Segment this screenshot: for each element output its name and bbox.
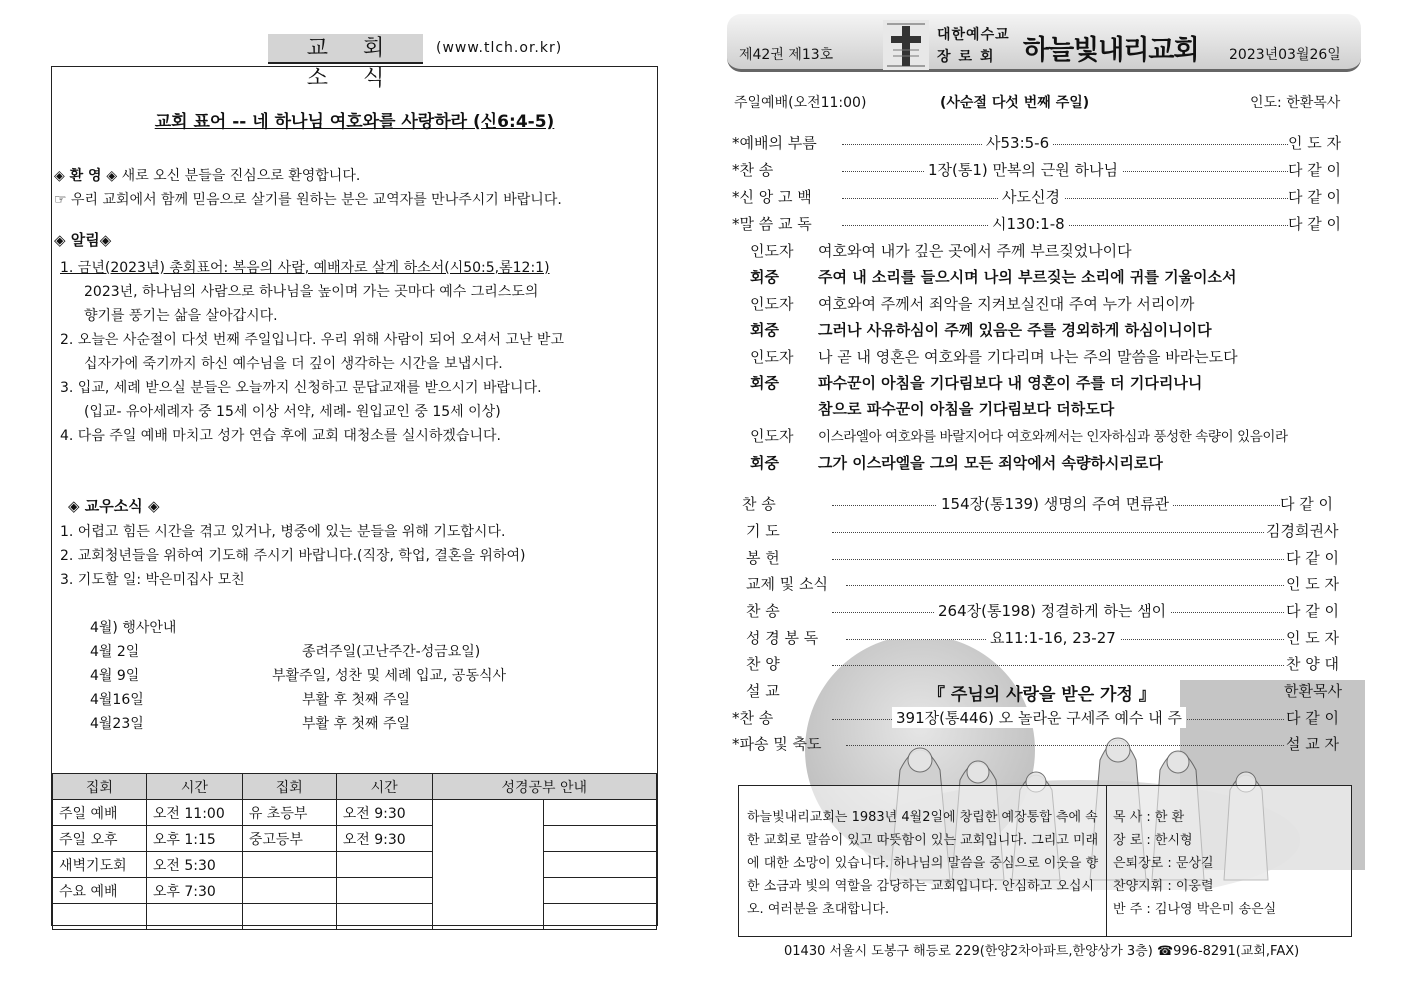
members-item: 1. 어렵고 힘든 시간을 겪고 있거나, 병중에 있는 분들을 위해 기도합시다. xyxy=(60,524,506,540)
order-person: 인 도 자 xyxy=(1288,134,1342,152)
reading-who: 인도자 xyxy=(750,295,794,313)
table-cell: 오후 1:15 xyxy=(146,826,242,852)
order-label: *예배의 부름 xyxy=(732,134,817,152)
news-box xyxy=(51,66,658,926)
dot-leader xyxy=(846,585,1284,586)
order-item xyxy=(732,213,1352,233)
order-item xyxy=(746,573,1352,593)
order-item xyxy=(732,132,1352,152)
table-cell xyxy=(53,904,147,930)
event-date: 4월23일 xyxy=(90,716,144,732)
table-cell xyxy=(242,878,336,904)
notice-item: 2023년, 하나님의 사람으로 하나님을 높이며 가는 곳마다 예수 그리스도의 xyxy=(84,284,539,300)
order-person: 다 같 이 xyxy=(1280,495,1334,513)
bulletin-date: 2023년03월26일 xyxy=(1229,47,1341,63)
church-info-box xyxy=(738,785,1352,937)
church-name: 하늘빛내리교회 xyxy=(1023,35,1199,66)
table-cell: 오전 9:30 xyxy=(336,826,432,852)
order-label: 성 경 봉 독 xyxy=(746,629,819,647)
church-introduction: 하늘빛내리교회는 1983년 4월2일에 창립한 예장통합 측에 속한 교회로 말씀이 있고 따뜻함이 있는 교회입니다. 그리고 미래에 대한 소망이 있습니다. 하나님의 말씀을 중심으로 이웃을 향한 소금과 빛의 역할을 감당하는 교회입니다. 안심하고 오십시오. 여러분을 초대합니다. xyxy=(739,786,1107,936)
table-cell xyxy=(544,826,657,852)
table-header: 집회 xyxy=(53,774,147,800)
event-desc: 종려주일(고난주간-성금요일) xyxy=(302,644,481,660)
church-motto: 교회 표어 -- 네 하나님 여호와를 사랑하라 (신6:4-5) xyxy=(154,112,555,132)
reading-who: 회중 xyxy=(750,268,779,286)
order-label: 찬 양 xyxy=(746,655,780,673)
order-content: 264장(통198) 정결하게 하는 샘이 xyxy=(934,600,1170,621)
order-label: 설 교 xyxy=(746,682,780,700)
reading-text: 파수꾼이 아침을 기다림보다 내 영혼이 주를 더 기다리나니 xyxy=(818,374,1203,392)
sermon-title: 『 주님의 사랑을 받은 가정 』 xyxy=(928,685,1156,705)
table-cell xyxy=(242,904,336,930)
table-row xyxy=(53,852,657,878)
reading-who: 인도자 xyxy=(750,242,794,260)
order-label: *찬 송 xyxy=(732,161,774,179)
order-person: 인 도 자 xyxy=(1286,629,1340,647)
members-heading: ◈ 교우소식 ◈ xyxy=(68,497,160,515)
order-content: 154장(통139) 생명의 주여 면류관 xyxy=(937,493,1173,514)
table-cell: 오전 5:30 xyxy=(146,852,242,878)
table-cell xyxy=(432,800,544,930)
reading-text: 여호와여 내가 깊은 곳에서 주께 부르짖었나이다 xyxy=(818,242,1132,260)
staff-item: 장 로 : 한시형 xyxy=(1113,833,1193,848)
service-leader: 인도: 한환목사 xyxy=(1250,95,1341,111)
order-label: *파송 및 축도 xyxy=(732,735,822,753)
reading-text: 주여 내 소리를 들으시며 나의 부르짖는 소리에 귀를 기울이소서 xyxy=(818,268,1237,286)
table-cell xyxy=(544,852,657,878)
schedule-table xyxy=(52,773,657,930)
staff-item: 은퇴장로 : 문상길 xyxy=(1113,856,1214,871)
order-person: 다 같 이 xyxy=(1288,161,1342,179)
order-label: *말 씀 교 독 xyxy=(732,215,812,233)
table-header: 시간 xyxy=(336,774,432,800)
event-desc: 부활 후 첫째 주일 xyxy=(302,692,411,708)
dot-leader xyxy=(832,532,1264,533)
table-cell xyxy=(544,800,657,826)
order-item xyxy=(746,627,1352,647)
order-label: *신 앙 고 백 xyxy=(732,188,812,206)
notice-item: 향기를 풍기는 삶을 살아갑시다. xyxy=(84,308,278,324)
order-person: 인 도 자 xyxy=(1286,575,1340,593)
table-cell: 주일 오후 xyxy=(53,826,147,852)
service-time: 주일예배(오전11:00) xyxy=(734,95,867,111)
welcome-heading: ◈ 환 영 ◈ xyxy=(54,168,118,184)
order-label: 찬 송 xyxy=(746,602,780,620)
notice-item: 3. 입교, 세례 받으실 분들은 오늘까지 신청하고 문답교재를 받으시기 바랍니다. xyxy=(60,380,542,396)
order-person: 다 같 이 xyxy=(1286,549,1340,567)
dot-leader xyxy=(832,559,1284,560)
event-date: 4월16일 xyxy=(90,692,144,708)
order-label: 기 도 xyxy=(746,522,780,540)
event-desc: 부활 후 첫째 주일 xyxy=(302,716,411,732)
table-row xyxy=(53,878,657,904)
notice-item: 십자가에 죽기까지 하신 예수님을 더 깊이 생각하는 시간을 보냅시다. xyxy=(84,356,503,372)
table-row xyxy=(53,800,657,826)
table-cell xyxy=(336,852,432,878)
welcome-line xyxy=(54,165,360,185)
order-person: 김경희권사 xyxy=(1266,522,1339,540)
members-item: 3. 기도할 일: 박은미집사 모친 xyxy=(60,572,245,588)
order-item xyxy=(742,493,1348,513)
order-item xyxy=(746,653,1352,673)
order-label: *찬 송 xyxy=(732,709,774,727)
reading-text: 여호와여 주께서 죄악을 지켜보실진대 주여 누가 서리이까 xyxy=(818,295,1195,313)
table-cell: 새벽기도회 xyxy=(53,852,147,878)
cross-logo-icon xyxy=(883,20,929,70)
reading-text: 나 곧 내 영혼은 여호와를 기다리며 나는 주의 말씀을 바라는도다 xyxy=(818,348,1238,366)
table-cell xyxy=(336,904,432,930)
table-cell xyxy=(544,878,657,904)
order-item xyxy=(732,733,1352,753)
table-cell: 유 초등부 xyxy=(242,800,336,826)
volume-number: 제42권 제13호 xyxy=(739,47,834,63)
events-heading: 4월) 행사안내 xyxy=(90,620,177,636)
table-cell xyxy=(544,904,657,930)
table-header: 집회 xyxy=(242,774,336,800)
table-row xyxy=(53,826,657,852)
order-content: 1장(통1) 만복의 근원 하나님 xyxy=(924,159,1122,180)
order-content: 391장(통446) 오 놀라운 구세주 예수 내 주 xyxy=(892,707,1186,728)
dot-leader xyxy=(842,144,1288,145)
table-cell: 오후 7:30 xyxy=(146,878,242,904)
staff-list xyxy=(1113,806,1276,921)
order-label: 봉 헌 xyxy=(746,549,780,567)
staff-item: 목 사 : 한 환 xyxy=(1113,810,1185,825)
order-content: 요11:1-16, 23-27 xyxy=(986,627,1120,648)
dot-leader xyxy=(842,198,1288,199)
welcome-text: 새로 오신 분들을 진심으로 환영합니다. xyxy=(121,168,361,184)
order-content: 시130:1-8 xyxy=(988,213,1069,234)
table-cell: 오전 9:30 xyxy=(336,800,432,826)
notice-item: (입교- 유아세례자 중 15세 이상 서약, 세례- 원입교인 중 15세 이상) xyxy=(84,404,501,420)
order-content: 사53:5-6 xyxy=(982,132,1053,153)
order-person: 다 같 이 xyxy=(1286,602,1340,620)
table-header: 시간 xyxy=(146,774,242,800)
reading-who: 인도자 xyxy=(750,348,794,366)
table-cell: 주일 예배 xyxy=(53,800,147,826)
order-item xyxy=(732,186,1352,206)
order-person: 다 같 이 xyxy=(1288,188,1342,206)
reading-text: 그가 이스라엘을 그의 모든 죄악에서 속량하시리로다 xyxy=(818,454,1163,472)
event-date: 4월 2일 xyxy=(90,644,140,660)
table-row xyxy=(53,904,657,930)
order-item xyxy=(746,680,1352,705)
order-item xyxy=(746,547,1352,567)
page-title: 교 회 소 식 xyxy=(268,34,423,64)
table-cell xyxy=(146,904,242,930)
order-item xyxy=(732,707,1352,727)
order-person: 한환목사 xyxy=(1284,682,1342,700)
service-subtitle: (사순절 다섯 번째 주일) xyxy=(940,95,1090,111)
reading-text: 이스라엘아 여호와를 바랄지어다 여호와께서는 인자하심과 풍성한 속량이 있음이라 xyxy=(818,429,1288,445)
table-header-row xyxy=(53,774,657,800)
order-item xyxy=(732,159,1352,179)
order-person: 다 같 이 xyxy=(1288,215,1342,233)
address-footer: 01430 서울시 도봉구 해등로 229(한양2차아파트,한양상가 3층) ☎996-8291(교회,FAX) xyxy=(784,944,1300,959)
order-item xyxy=(746,520,1352,540)
reading-who: 회중 xyxy=(750,321,779,339)
table-cell: 오전 11:00 xyxy=(146,800,242,826)
table-cell xyxy=(336,878,432,904)
notice-item: 1. 금년(2023년) 총회표어: 복음의 사람, 예배자로 살게 하소서(시50:5,롬12:1) xyxy=(60,260,550,276)
order-person: 찬 양 대 xyxy=(1286,655,1340,673)
reading-text: 그러나 사유하심이 주께 있음은 주를 경외하게 하심이니이다 xyxy=(818,321,1212,339)
reading-who: 인도자 xyxy=(750,427,794,445)
event-desc: 부활주일, 성찬 및 세례 입교, 공동식사 xyxy=(272,668,507,684)
website-url[interactable]: (www.tlch.or.kr) xyxy=(436,40,563,56)
reading-who: 회중 xyxy=(750,454,779,472)
staff-item: 반 주 : 김나영 박은미 송은실 xyxy=(1113,902,1277,917)
reading-who: 회중 xyxy=(750,374,779,392)
table-cell xyxy=(242,852,336,878)
table-cell: 수요 예배 xyxy=(53,878,147,904)
notice-item: 2. 오늘은 사순절이 다섯 번째 주일입니다. 우리 위해 사람이 되어 오셔서 고난 받고 xyxy=(60,332,564,348)
event-date: 4월 9일 xyxy=(90,668,140,684)
dot-leader xyxy=(832,665,1284,666)
order-item xyxy=(746,600,1352,620)
welcome-line-2: ☞ 우리 교회에서 함께 믿음으로 살기를 원하는 분은 교역자를 만나주시기 바랍니다. xyxy=(54,192,562,208)
notice-item: 4. 다음 주일 예배 마치고 성가 연습 후에 교회 대청소를 실시하겠습니다. xyxy=(60,428,501,444)
members-item: 2. 교회청년들을 위하여 기도해 주시기 바랍니다.(직장, 학업, 결혼을 위하여) xyxy=(60,548,526,564)
order-label: 교제 및 소식 xyxy=(746,575,828,593)
reading-text: 참으로 파수꾼이 아침을 기다림보다 더하도다 xyxy=(818,400,1115,418)
table-header: 성경공부 안내 xyxy=(432,774,656,800)
order-content: 사도신경 xyxy=(998,186,1064,207)
denomination-sub: 장로회 xyxy=(937,49,1002,65)
order-person: 다 같 이 xyxy=(1286,709,1340,727)
order-person: 설 교 자 xyxy=(1286,735,1340,753)
staff-item: 찬양지휘 : 이웅렬 xyxy=(1113,879,1214,894)
order-label: 찬 송 xyxy=(742,495,776,513)
dot-leader xyxy=(846,745,1284,746)
notice-heading: ◈ 알림◈ xyxy=(54,231,112,249)
denomination: 대한예수교 xyxy=(937,27,1010,43)
table-cell: 중고등부 xyxy=(242,826,336,852)
bulletin-header xyxy=(727,14,1361,72)
